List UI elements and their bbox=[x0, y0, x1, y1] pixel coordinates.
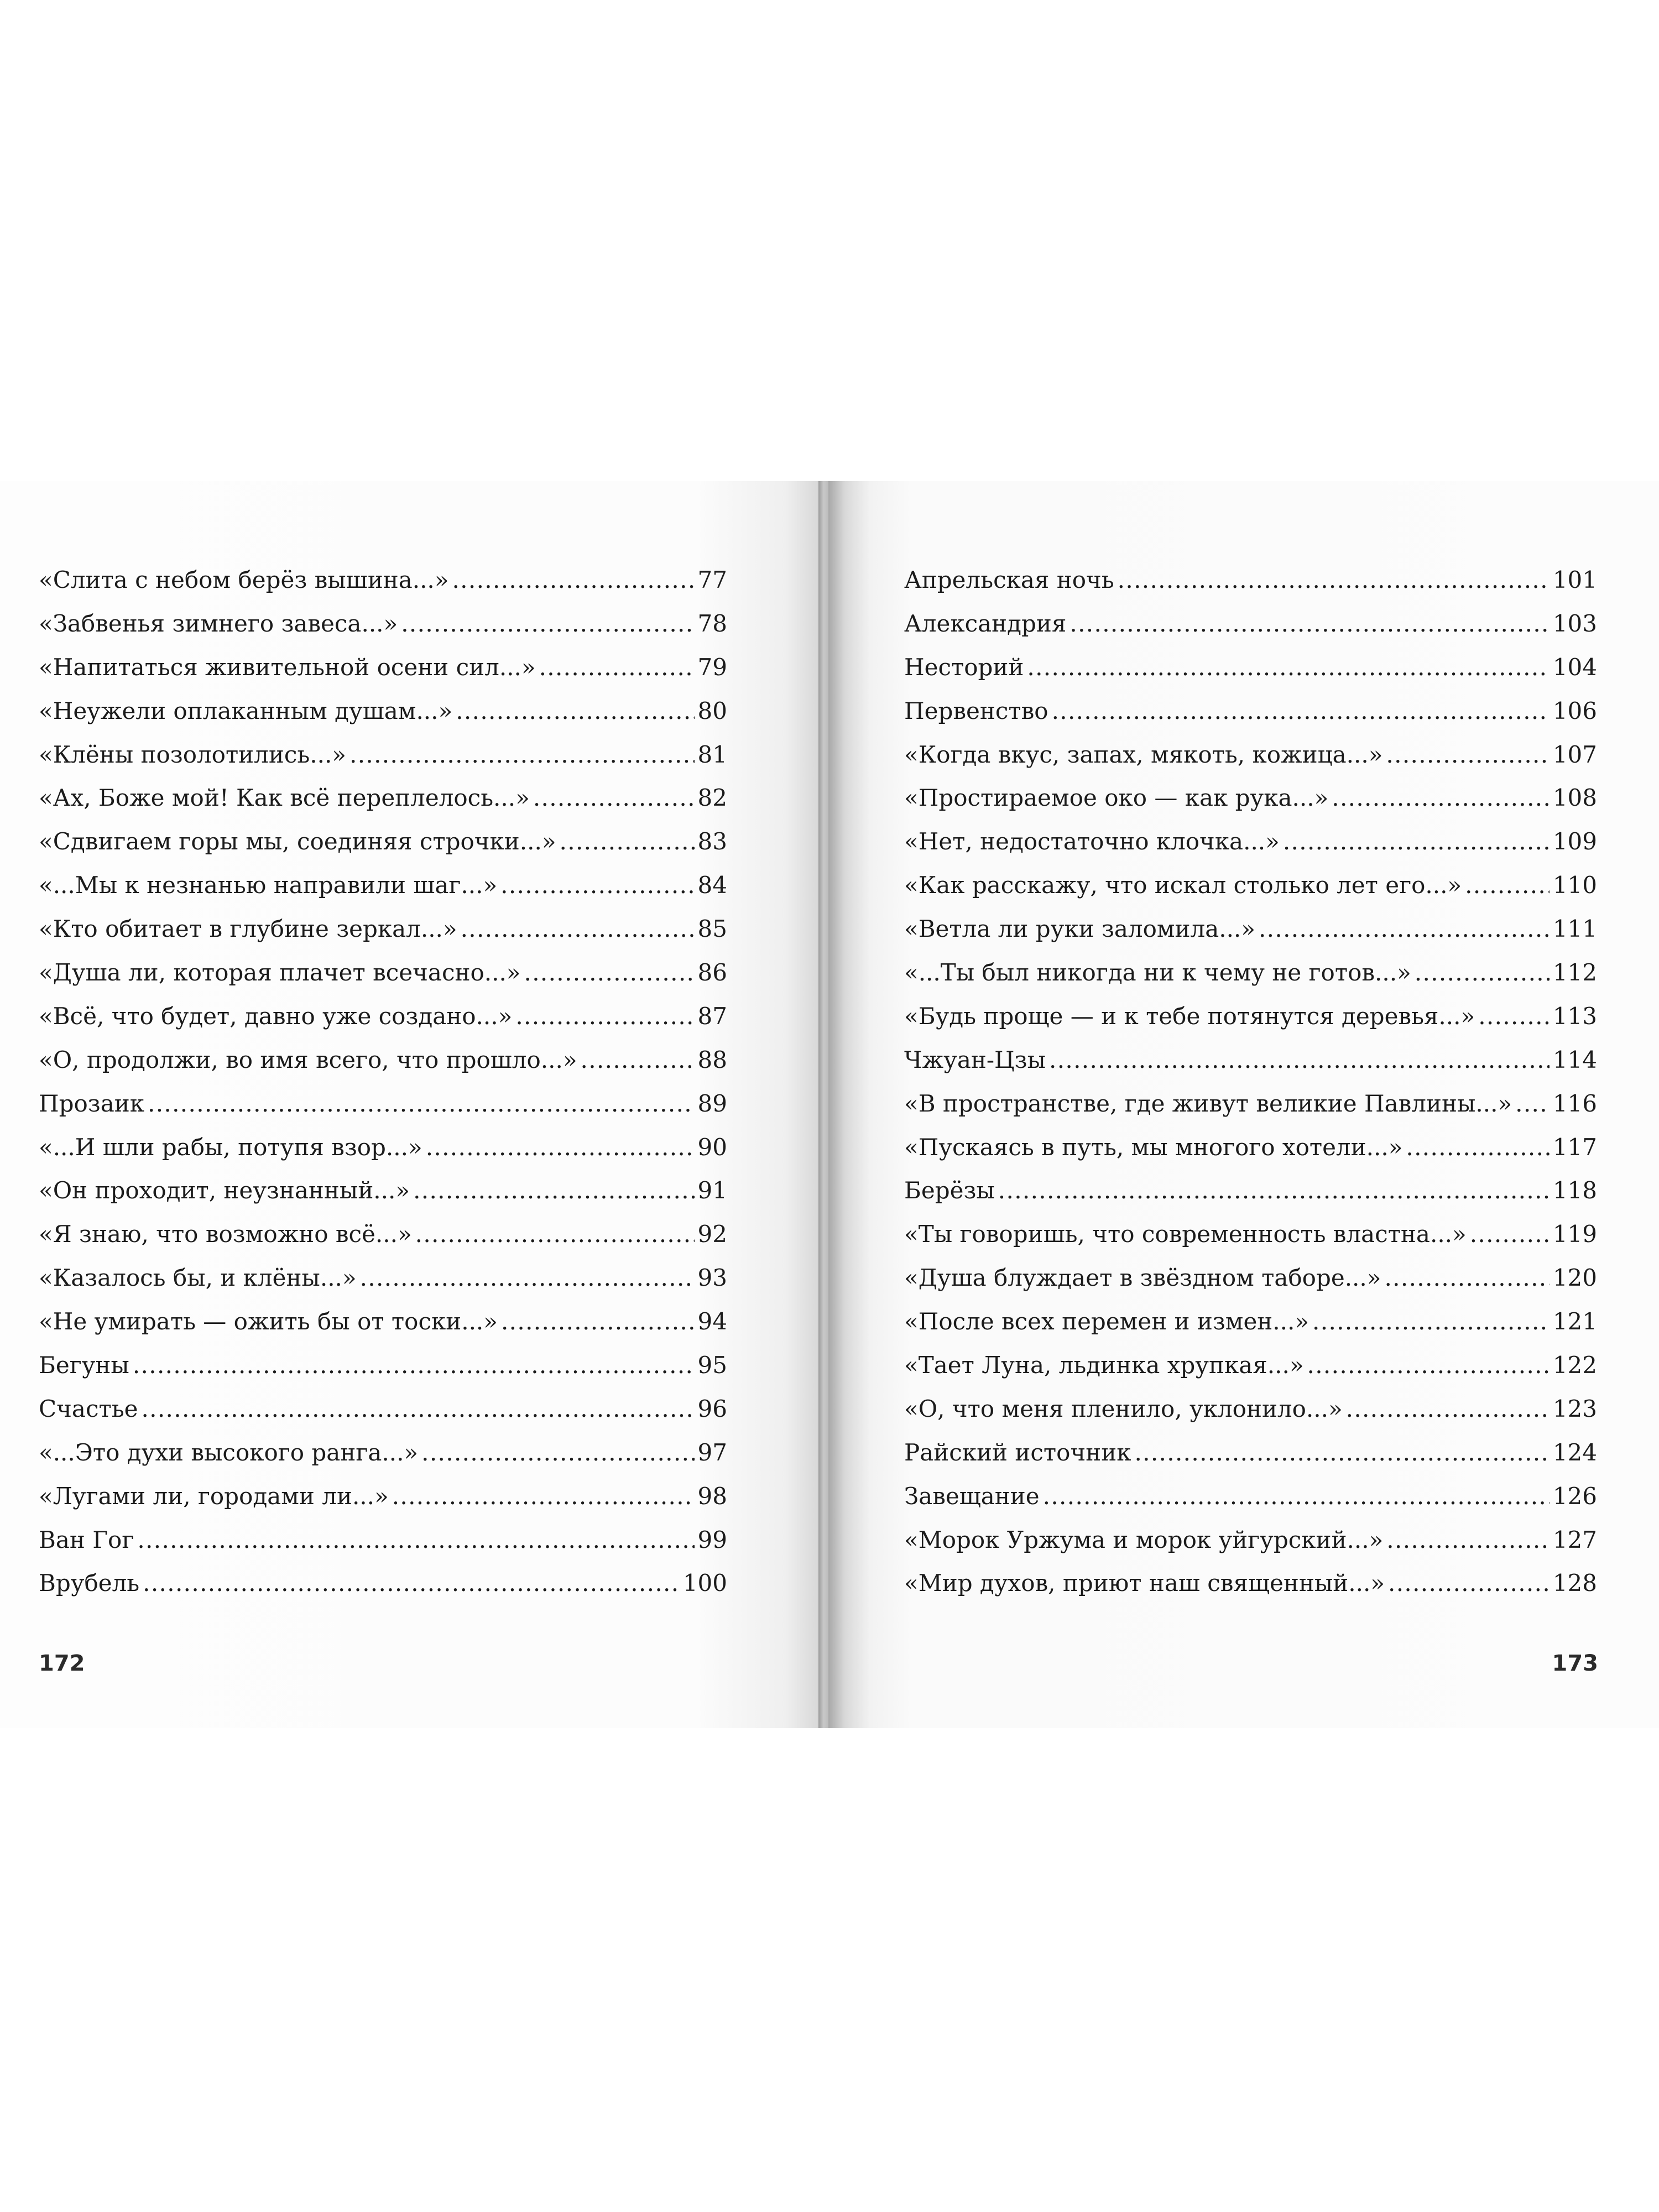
toc-entry-title: «Душа блуждает в звёздном таборе...» bbox=[904, 1264, 1381, 1292]
toc-entry-page-number: 103 bbox=[1552, 609, 1597, 637]
toc-entry bbox=[39, 951, 727, 995]
toc-list-right bbox=[904, 559, 1597, 1605]
dot-leader bbox=[1307, 1344, 1550, 1387]
toc-entry-page-number: 86 bbox=[697, 959, 727, 987]
toc-entry-title: Прозаик bbox=[39, 1089, 144, 1117]
toc-entry bbox=[39, 1300, 727, 1344]
toc-entry-page-number: 108 bbox=[1552, 784, 1597, 812]
toc-entry bbox=[39, 1431, 727, 1475]
toc-entry bbox=[904, 602, 1597, 646]
toc-entry-title: Александрия bbox=[904, 609, 1067, 637]
toc-entry bbox=[904, 1300, 1597, 1344]
toc-entry-title: «Душа ли, которая плачет всечасно...» bbox=[39, 959, 521, 987]
toc-entry-title: «Забвенья зимнего завеса...» bbox=[39, 609, 398, 637]
toc-entry-page-number: 90 bbox=[697, 1133, 727, 1161]
toc-entry-page-number: 95 bbox=[697, 1352, 727, 1379]
toc-entry bbox=[904, 1213, 1597, 1256]
toc-entry bbox=[904, 995, 1597, 1039]
toc-entry bbox=[904, 646, 1597, 690]
toc-entry bbox=[39, 864, 727, 907]
toc-entry bbox=[904, 951, 1597, 995]
toc-entry-page-number: 85 bbox=[697, 915, 727, 943]
dot-leader bbox=[141, 1387, 694, 1431]
toc-entry bbox=[39, 1082, 727, 1126]
toc-entry bbox=[39, 1475, 727, 1519]
toc-entry bbox=[39, 907, 727, 951]
toc-entry bbox=[904, 690, 1597, 733]
toc-entry-title: Апрельская ночь bbox=[904, 566, 1114, 593]
toc-entry-title: Врубель bbox=[39, 1569, 140, 1597]
toc-entry-page-number: 119 bbox=[1552, 1220, 1597, 1248]
dot-leader bbox=[1259, 907, 1550, 951]
toc-entry-title: «Когда вкус, запах, мякоть, кожица...» bbox=[904, 740, 1383, 768]
right-page bbox=[828, 481, 1659, 1728]
toc-entry-page-number: 114 bbox=[1552, 1046, 1597, 1073]
page-number-right: 173 bbox=[1552, 1651, 1598, 1676]
toc-entry-page-number: 77 bbox=[697, 566, 727, 593]
toc-entry-title: «Как расскажу, что искал столько лет его...» bbox=[904, 872, 1462, 899]
toc-entry bbox=[904, 1256, 1597, 1300]
toc-entry bbox=[39, 1169, 727, 1213]
toc-entry bbox=[39, 690, 727, 733]
book-gutter bbox=[818, 481, 828, 1728]
dot-leader bbox=[1386, 733, 1549, 777]
toc-entry-title: «Простираемое око — как рука...» bbox=[904, 784, 1329, 812]
dot-leader bbox=[539, 646, 695, 690]
dot-leader bbox=[133, 1344, 695, 1387]
dot-leader bbox=[998, 1169, 1550, 1213]
toc-entry-page-number: 82 bbox=[697, 784, 727, 812]
toc-entry-title: «Морок Уржума и морок уйгурский...» bbox=[904, 1526, 1384, 1553]
toc-entry-title: «...Мы к незнанью направили шаг...» bbox=[39, 872, 498, 899]
dot-leader bbox=[148, 1082, 695, 1126]
toc-entry-page-number: 80 bbox=[697, 697, 727, 724]
toc-entry-title: «Неужели оплаканным душам...» bbox=[39, 697, 453, 724]
toc-entry-page-number: 124 bbox=[1552, 1438, 1597, 1466]
dot-leader bbox=[1312, 1300, 1550, 1344]
dot-leader bbox=[137, 1519, 694, 1562]
dot-leader bbox=[1415, 951, 1550, 995]
toc-entry-title: «...Это духи высокого ранга...» bbox=[39, 1438, 419, 1466]
toc-entry-page-number: 88 bbox=[697, 1046, 727, 1073]
toc-entry-title: «Ты говоришь, что современность властна...» bbox=[904, 1220, 1467, 1248]
toc-entry bbox=[39, 1562, 727, 1605]
dot-leader bbox=[1515, 1082, 1550, 1126]
toc-entry-page-number: 104 bbox=[1552, 653, 1597, 681]
toc-entry-page-number: 99 bbox=[697, 1526, 727, 1553]
dot-leader bbox=[1043, 1475, 1550, 1519]
dot-leader bbox=[1027, 646, 1549, 690]
toc-entry bbox=[39, 1387, 727, 1431]
toc-entry bbox=[39, 602, 727, 646]
dot-leader bbox=[1134, 1431, 1549, 1475]
toc-entry-page-number: 93 bbox=[697, 1264, 727, 1292]
toc-entry-page-number: 101 bbox=[1552, 566, 1597, 593]
toc-entry bbox=[39, 1039, 727, 1082]
dot-leader bbox=[421, 1431, 694, 1475]
toc-entry bbox=[904, 776, 1597, 820]
toc-entry-title: «Сдвигаем горы мы, соединяя строчки...» bbox=[39, 828, 556, 855]
toc-entry-page-number: 120 bbox=[1552, 1264, 1597, 1292]
dot-leader bbox=[1465, 864, 1550, 907]
toc-entry-title: Счастье bbox=[39, 1395, 138, 1422]
toc-entry-title: «Ах, Боже мой! Как всё переплелось...» bbox=[39, 784, 530, 812]
dot-leader bbox=[533, 776, 695, 820]
toc-entry-page-number: 89 bbox=[697, 1089, 727, 1117]
dot-leader bbox=[1332, 776, 1550, 820]
toc-entry bbox=[904, 1344, 1597, 1387]
toc-entry-page-number: 94 bbox=[697, 1308, 727, 1335]
toc-entry-page-number: 121 bbox=[1552, 1308, 1597, 1335]
toc-entry bbox=[39, 995, 727, 1039]
toc-entry bbox=[904, 1126, 1597, 1170]
toc-entry-title: «Казалось бы, и клёны...» bbox=[39, 1264, 357, 1292]
toc-entry-page-number: 100 bbox=[682, 1569, 727, 1597]
dot-leader bbox=[1388, 1562, 1550, 1605]
toc-entry bbox=[904, 1169, 1597, 1213]
toc-entry bbox=[904, 1519, 1597, 1562]
dot-leader bbox=[426, 1126, 695, 1170]
dot-leader bbox=[401, 602, 694, 646]
toc-entry-title: «Всё, что будет, давно уже создано...» bbox=[39, 1002, 513, 1030]
toc-entry-title: Чжуан-Цзы bbox=[904, 1046, 1046, 1073]
toc-entry-title: Несторий bbox=[904, 653, 1024, 681]
toc-entry-page-number: 81 bbox=[697, 740, 727, 768]
toc-entry bbox=[904, 1082, 1597, 1126]
toc-entry bbox=[904, 559, 1597, 602]
toc-entry-page-number: 91 bbox=[697, 1177, 727, 1204]
toc-entry-page-number: 111 bbox=[1552, 915, 1597, 943]
toc-entry-title: «Напитаться живительной осени сил...» bbox=[39, 653, 536, 681]
toc-entry-page-number: 97 bbox=[697, 1438, 727, 1466]
toc-entry-title: «Тает Луна, льдинка хрупкая...» bbox=[904, 1352, 1304, 1379]
toc-entry-page-number: 109 bbox=[1552, 828, 1597, 855]
toc-entry-page-number: 112 bbox=[1552, 959, 1597, 987]
toc-entry-title: «Кто обитает в глубине зеркал...» bbox=[39, 915, 457, 943]
toc-entry-title: Ван Гог bbox=[39, 1526, 134, 1553]
toc-entry-title: Берёзы bbox=[904, 1177, 995, 1204]
dot-leader bbox=[1406, 1126, 1549, 1170]
toc-entry bbox=[904, 907, 1597, 951]
toc-entry-title: «В пространстве, где живут великие Павлины...» bbox=[904, 1089, 1512, 1117]
toc-entry-title: «О, продолжи, во имя всего, что прошло...» bbox=[39, 1046, 577, 1073]
toc-entry-page-number: 98 bbox=[697, 1482, 727, 1510]
dot-leader bbox=[1470, 1213, 1550, 1256]
toc-entry-title: «Слита с небом берёз вышина...» bbox=[39, 566, 449, 593]
toc-entry-page-number: 84 bbox=[697, 872, 727, 899]
toc-entry-title: Бегуны bbox=[39, 1352, 129, 1379]
toc-entry-page-number: 122 bbox=[1552, 1352, 1597, 1379]
toc-list-left bbox=[39, 559, 727, 1605]
dot-leader bbox=[1118, 559, 1550, 602]
toc-entry-page-number: 128 bbox=[1552, 1569, 1597, 1597]
dot-leader bbox=[581, 1039, 695, 1082]
toc-entry-page-number: 118 bbox=[1552, 1177, 1597, 1204]
dot-leader bbox=[1049, 1039, 1550, 1082]
dot-leader bbox=[1384, 1256, 1549, 1300]
toc-entry bbox=[39, 1519, 727, 1562]
toc-entry-title: Первенство bbox=[904, 697, 1048, 724]
toc-entry-page-number: 110 bbox=[1552, 872, 1597, 899]
dot-leader bbox=[456, 690, 694, 733]
dot-leader bbox=[415, 1213, 695, 1256]
toc-entry bbox=[39, 1344, 727, 1387]
dot-leader bbox=[500, 864, 694, 907]
dot-leader bbox=[1052, 690, 1550, 733]
toc-entry-title: «Пускаясь в путь, мы многого хотели...» bbox=[904, 1133, 1403, 1161]
toc-entry bbox=[39, 733, 727, 777]
dot-leader bbox=[1478, 995, 1550, 1039]
toc-entry-title: «Нет, недостаточно клочка...» bbox=[904, 828, 1280, 855]
dot-leader bbox=[524, 951, 695, 995]
toc-entry bbox=[39, 1126, 727, 1170]
toc-entry-page-number: 92 bbox=[697, 1220, 727, 1248]
dot-leader bbox=[515, 995, 694, 1039]
toc-entry bbox=[904, 1039, 1597, 1082]
dot-leader bbox=[1386, 1519, 1550, 1562]
toc-entry-page-number: 79 bbox=[697, 653, 727, 681]
dot-leader bbox=[413, 1169, 694, 1213]
dot-leader bbox=[1070, 602, 1549, 646]
toc-entry-title: «О, что меня пленило, уклонило...» bbox=[904, 1395, 1343, 1422]
toc-entry bbox=[904, 1562, 1597, 1605]
left-page bbox=[0, 481, 818, 1728]
dot-leader bbox=[501, 1300, 695, 1344]
toc-entry-page-number: 123 bbox=[1552, 1395, 1597, 1422]
toc-entry-page-number: 117 bbox=[1552, 1133, 1597, 1161]
toc-entry-page-number: 126 bbox=[1552, 1482, 1597, 1510]
toc-entry-page-number: 87 bbox=[697, 1002, 727, 1030]
dot-leader bbox=[349, 733, 695, 777]
toc-entry-page-number: 107 bbox=[1552, 740, 1597, 768]
toc-entry-title: «Мир духов, приют наш священный...» bbox=[904, 1569, 1385, 1597]
dot-leader bbox=[392, 1475, 695, 1519]
toc-entry bbox=[39, 776, 727, 820]
toc-entry bbox=[39, 820, 727, 864]
toc-entry-page-number: 127 bbox=[1552, 1526, 1597, 1553]
dot-leader bbox=[560, 820, 695, 864]
toc-entry bbox=[39, 1213, 727, 1256]
toc-entry bbox=[904, 864, 1597, 907]
toc-entry-title: «...Ты был никогда ни к чему не готов...» bbox=[904, 959, 1411, 987]
toc-entry-title: «Я знаю, что возможно всё...» bbox=[39, 1220, 412, 1248]
toc-entry-title: Завещание bbox=[904, 1482, 1040, 1510]
toc-entry bbox=[39, 559, 727, 602]
toc-entry-title: «Он проходит, неузнанный...» bbox=[39, 1177, 410, 1204]
toc-entry bbox=[904, 820, 1597, 864]
toc-entry bbox=[39, 1256, 727, 1300]
toc-entry-page-number: 83 bbox=[697, 828, 727, 855]
toc-entry bbox=[904, 1431, 1597, 1475]
toc-entry-page-number: 78 bbox=[697, 609, 727, 637]
toc-entry-title: «Лугами ли, городами ли...» bbox=[39, 1482, 389, 1510]
toc-entry-title: «После всех перемен и измен...» bbox=[904, 1308, 1310, 1335]
toc-entry-title: «Будь проще — и к тебе потянутся деревья...» bbox=[904, 1002, 1475, 1030]
toc-entry-page-number: 106 bbox=[1552, 697, 1597, 724]
dot-leader bbox=[452, 559, 694, 602]
dot-leader bbox=[360, 1256, 695, 1300]
dot-leader bbox=[1346, 1387, 1550, 1431]
book-spread bbox=[0, 481, 1659, 1728]
toc-entry-title: «Ветла ли руки заломила...» bbox=[904, 915, 1255, 943]
toc-entry-title: Райский источник bbox=[904, 1438, 1131, 1466]
dot-leader bbox=[461, 907, 695, 951]
toc-entry-title: «Клёны позолотились...» bbox=[39, 740, 346, 768]
toc-entry bbox=[39, 646, 727, 690]
toc-entry-page-number: 116 bbox=[1552, 1089, 1597, 1117]
page-number-left: 172 bbox=[39, 1651, 85, 1676]
toc-entry bbox=[904, 1475, 1597, 1519]
toc-entry-page-number: 96 bbox=[697, 1395, 727, 1422]
dot-leader bbox=[1283, 820, 1550, 864]
dot-leader bbox=[143, 1562, 680, 1605]
toc-entry-title: «...И шли рабы, потупя взор...» bbox=[39, 1133, 422, 1161]
toc-entry-page-number: 113 bbox=[1552, 1002, 1597, 1030]
toc-entry bbox=[904, 1387, 1597, 1431]
toc-entry-title: «Не умирать — ожить бы от тоски...» bbox=[39, 1308, 498, 1335]
toc-entry bbox=[904, 733, 1597, 777]
